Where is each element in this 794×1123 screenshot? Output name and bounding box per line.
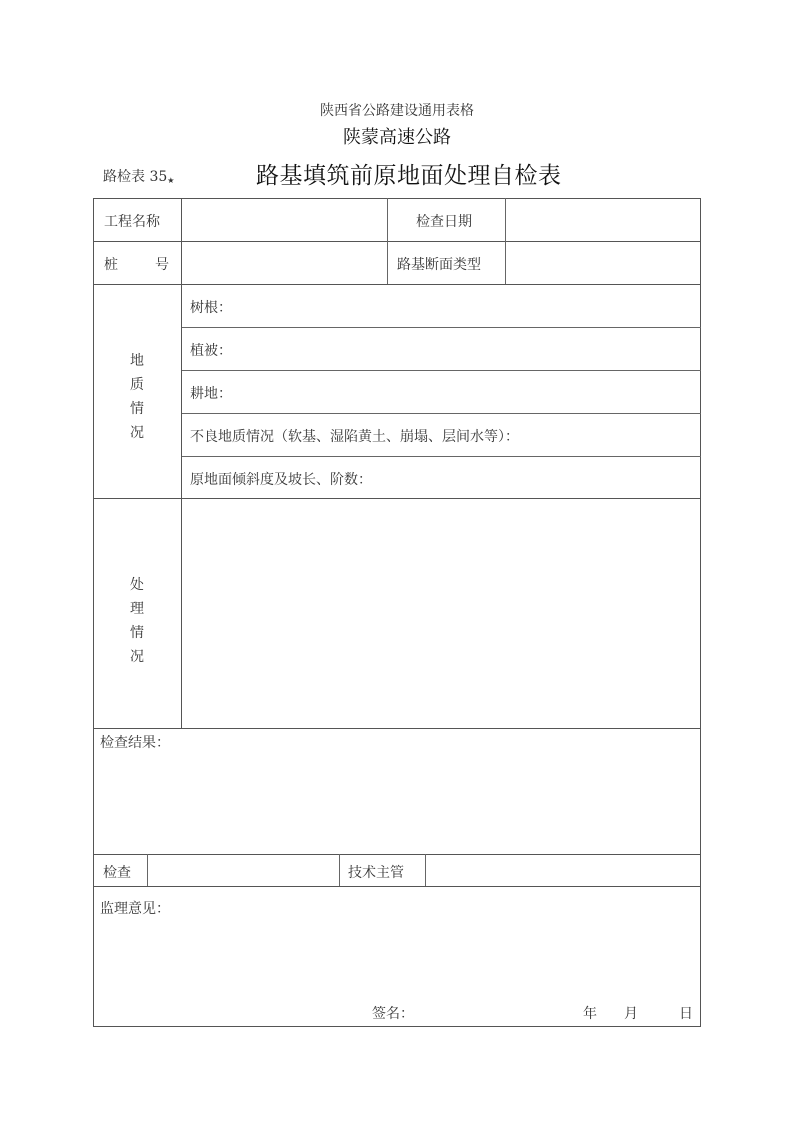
- tree-roots-label: 树根：: [190, 300, 232, 316]
- row-divider: [93, 728, 701, 729]
- row-divider: [93, 498, 701, 499]
- adverse-geology-field[interactable]: [570, 415, 699, 455]
- stake-number-field[interactable]: [183, 243, 386, 283]
- form-code-text: 路检表 35: [103, 169, 168, 185]
- ground-slope-label: 原地面倾斜度及坡长、阶数：: [190, 472, 372, 488]
- ground-slope-field[interactable]: [390, 458, 699, 497]
- column-divider: [181, 198, 182, 728]
- supervision-opinion-label: 监理意见：: [100, 901, 170, 917]
- row-divider: [93, 854, 701, 855]
- star-icon: ★: [167, 176, 175, 185]
- inspection-date-label: 检查日期: [416, 214, 472, 230]
- project-name-label: 工程名称: [104, 214, 160, 230]
- farmland-field[interactable]: [240, 372, 699, 412]
- geology-section-label: [127, 349, 147, 445]
- row-divider: [93, 241, 701, 242]
- stake-label-part1: 桩: [104, 257, 118, 273]
- label-char: 地: [130, 353, 144, 369]
- column-divider: [425, 854, 426, 886]
- supervision-opinion-field[interactable]: [95, 920, 699, 995]
- label-char: 情: [130, 625, 144, 641]
- label-char: 情: [130, 401, 144, 417]
- row-divider: [181, 413, 701, 414]
- project-name-field[interactable]: [183, 200, 386, 240]
- month-label: 月: [624, 1006, 638, 1022]
- treatment-details-field[interactable]: [183, 500, 699, 726]
- signature-label: 签名：: [372, 1006, 414, 1022]
- row-divider: [181, 327, 701, 328]
- label-char: 质: [130, 377, 144, 393]
- column-divider: [505, 198, 506, 284]
- inspector-field[interactable]: [149, 856, 338, 885]
- adverse-geology-label: 不良地质情况（软基、湿陷黄土、崩塌、层间水等）：: [190, 429, 519, 445]
- tech-lead-label: 技术主管: [348, 865, 404, 881]
- tree-roots-field[interactable]: [240, 286, 699, 326]
- row-divider: [93, 284, 701, 285]
- tech-lead-field[interactable]: [427, 856, 699, 885]
- column-divider: [147, 854, 148, 886]
- farmland-label: 耕地：: [190, 386, 232, 402]
- form-code: [103, 166, 174, 186]
- form-subtitle: 陕西省公路建设通用表格: [320, 103, 474, 119]
- page-title: 路基填筑前原地面处理自检表: [256, 163, 562, 189]
- label-char: 处: [130, 577, 144, 593]
- label-char: 况: [130, 425, 144, 441]
- section-type-field[interactable]: [507, 243, 699, 283]
- inspection-result-label: 检查结果：: [100, 735, 170, 751]
- column-divider: [387, 198, 388, 284]
- section-type-label: 路基断面类型: [397, 257, 481, 273]
- column-divider: [339, 854, 340, 886]
- row-divider: [181, 370, 701, 371]
- vegetation-field[interactable]: [240, 329, 699, 369]
- inspection-date-field[interactable]: [507, 200, 699, 240]
- row-divider: [181, 456, 701, 457]
- inspection-result-field[interactable]: [95, 752, 699, 852]
- day-label: 日: [679, 1006, 693, 1022]
- signature-field[interactable]: [420, 998, 570, 1022]
- label-char: 理: [130, 601, 144, 617]
- treatment-section-label: [127, 573, 147, 669]
- inspector-label: 检查: [103, 865, 131, 881]
- project-name-heading: 陕蒙高速公路: [343, 127, 451, 148]
- row-divider: [93, 886, 701, 887]
- year-label: 年: [583, 1006, 597, 1022]
- label-char: 况: [130, 649, 144, 665]
- stake-label-part2: 号: [155, 257, 169, 273]
- vegetation-label: 植被：: [190, 343, 232, 359]
